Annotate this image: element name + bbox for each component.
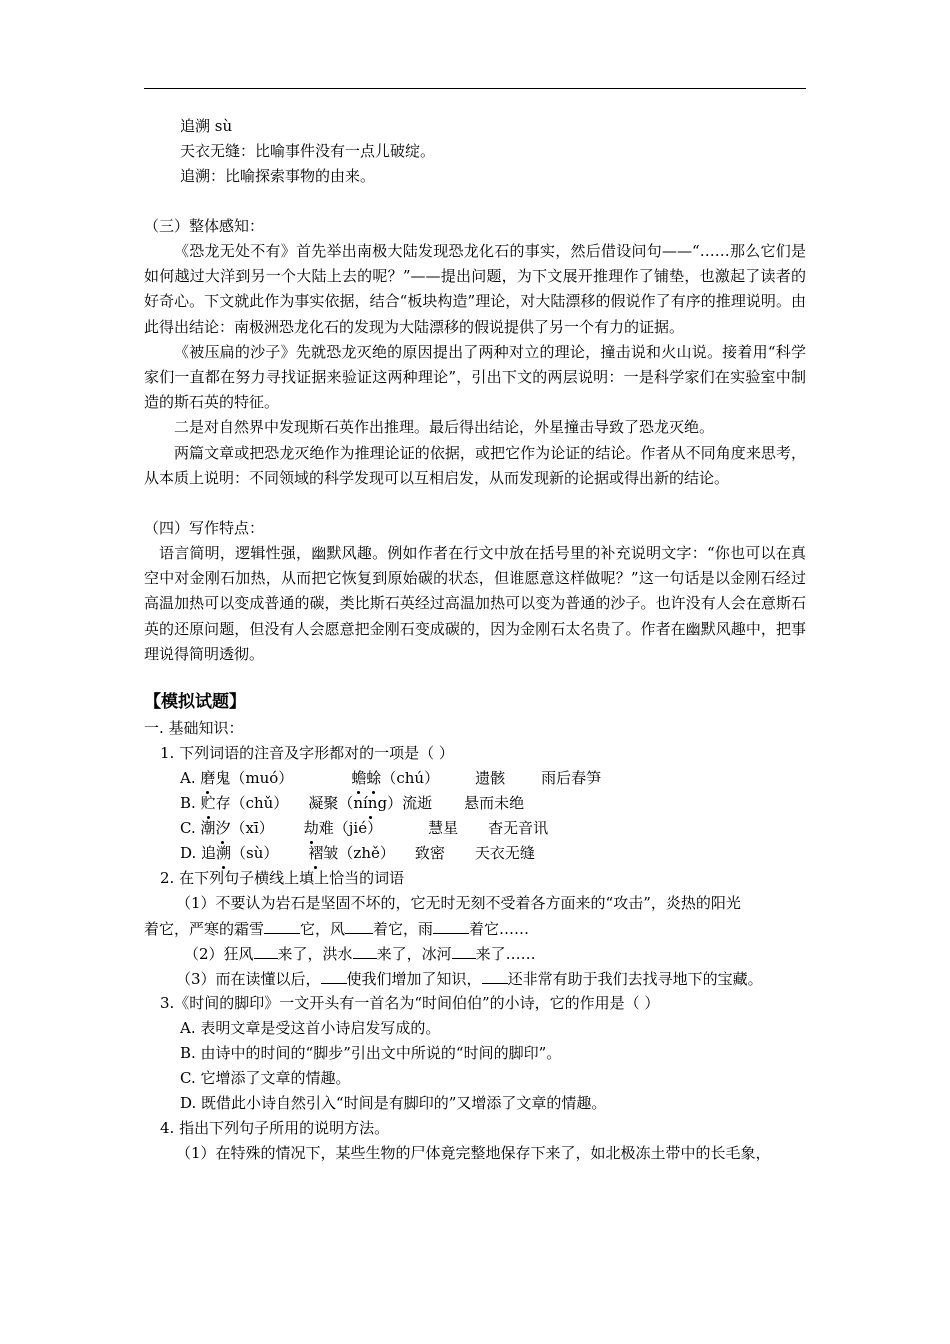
blank-line[interactable]	[321, 966, 347, 984]
question-1-option-d: D. 追溯（sù） 褶皱（zhě） 致密 天衣无缝	[144, 841, 806, 866]
question-1-option-b: B. 贮存（chǔ） 凝聚（níng）流逝 悬而未绝	[144, 791, 806, 816]
blank-line[interactable]	[353, 941, 377, 959]
vocab-pinyin: 追溯 sù	[180, 117, 233, 135]
question-2-sentence-3: （3）而在读懂以后， 使我们增加了知识， 还非常有助于我们去找寻地下的宝藏。	[144, 966, 806, 991]
question-4-sentence-1: （1）在特殊的情况下，某些生物的尸体竟完整地保存下来了，如北极冻土带中的长毛象，	[176, 1144, 771, 1163]
vocab-definition-1: 天衣无缝：比喻事件没有一点儿破绽。	[180, 142, 436, 160]
blank-line[interactable]	[264, 916, 300, 934]
question-2-sentence-1a: （1）不要认为岩石是坚固不坏的，它无时无刻不受着各方面来的“攻击”，炎热的阳光	[176, 894, 741, 913]
question-3-stem: 3.《时间的脚印》一文开头有一首名为“时间伯伯”的小诗，它的作用是（ ）	[160, 994, 660, 1013]
section-3-paragraph-1: 《恐龙无处不有》首先举出南极大陆发现恐龙化石的事实，然后借设问句——“……那么它们是如何越过大洋到另一个大陆上去的呢？”——提出问题，为下文展开推理作了铺垫，也激起了读者的好奇心。下文就此作为事实依据，结合“板块构造”理论，对大陆漂移的假说作了有序的推理说明。由此得出结论：南极洲恐龙化石的发现为大陆漂移的假说提供了另一个有力的证据。	[144, 242, 806, 336]
question-1-stem: 1. 下列词语的注音及字形都对的一项是（ ）	[160, 744, 454, 763]
header-rule	[144, 88, 806, 89]
question-2-stem: 2. 在下列句子横线上填上恰当的词语	[160, 869, 405, 888]
blank-line[interactable]	[254, 941, 278, 959]
section-4-heading: （四）写作特点：	[144, 519, 265, 538]
question-1-option-c: C. 潮汐（xī） 劫难（jié） 慧星 杳无音讯	[144, 816, 806, 841]
section-4-paragraph-1: 语言简明，逻辑性强，幽默风趣。例如作者在行文中放在括号里的补充说明文字：“你也可以在真空中对金刚石加热，从而把它恢复到原始碳的状态，但谁愿意这样做呢？”这一句话是以金刚石经过高温加热可以变成普通的碳，类比斯石英经过高温加热可以变为普通的沙子。也许没有人会在意斯石英的还原问题，但没有人会愿意把金刚石变成碳的，因为金刚石太名贵了。作者在幽默风趣中，把事理说得简明透彻。	[144, 544, 806, 663]
blank-line[interactable]	[482, 966, 508, 984]
exam-part-1-heading: 一. 基础知识：	[144, 719, 244, 738]
blank-line[interactable]	[452, 941, 476, 959]
exam-title: 【模拟试题】	[144, 692, 246, 713]
question-3-option-d: D. 既借此小诗自然引入“时间是有脚印的”又增添了文章的情趣。	[180, 1094, 607, 1113]
section-3-heading: （三）整体感知：	[144, 217, 265, 235]
question-2-sentence-1b: 着它，严寒的霜雪 它，风 着它，雨 着它……	[144, 916, 806, 941]
question-3-option-a: A. 表明文章是受这首小诗启发写成的。	[180, 1019, 441, 1038]
question-2-sentence-2: （2）狂风 来了，洪水 来了，冰河 来了……	[144, 941, 806, 966]
question-4-stem: 4. 指出下列句子所用的说明方法。	[160, 1119, 390, 1138]
question-3-option-b: B. 由诗中的时间的“脚步”引出文中所说的“时间的脚印”。	[180, 1044, 562, 1063]
section-3-paragraph-3: 二是对自然界中发现斯石英作出推理。最后得出结论，外星撞击导致了恐龙灭绝。	[174, 418, 715, 437]
section-3-paragraph-4: 两篇文章或把恐龙灭绝作为推理论证的依据，或把它作为论证的结论。作者从不同角度来思考，从本质上说明：不同领域的科学发现可以互相启发，从而发现新的论据或得出新的结论。	[144, 443, 806, 487]
section-3-paragraph-2: 《被压扁的沙子》先就恐龙灭绝的原因提出了两种对立的理论，撞击说和火山说。接着用“科学家们一直都在努力寻找证据来验证这两种理论”，引出下文的两层说明：一是科学家们在实验室中制造的斯石英的特征。	[144, 342, 806, 412]
question-1-option-a: A. 磨鬼（muó） 蟾蜍（chú） 遗骸 雨后春笋	[144, 766, 806, 791]
question-3-option-c: C. 它增添了文章的情趣。	[180, 1069, 351, 1088]
blank-line[interactable]	[345, 916, 373, 934]
vocab-definition-2: 追溯：比喻探索事物的由来。	[180, 167, 376, 185]
blank-line[interactable]	[433, 916, 469, 934]
document-page	[144, 114, 806, 1166]
